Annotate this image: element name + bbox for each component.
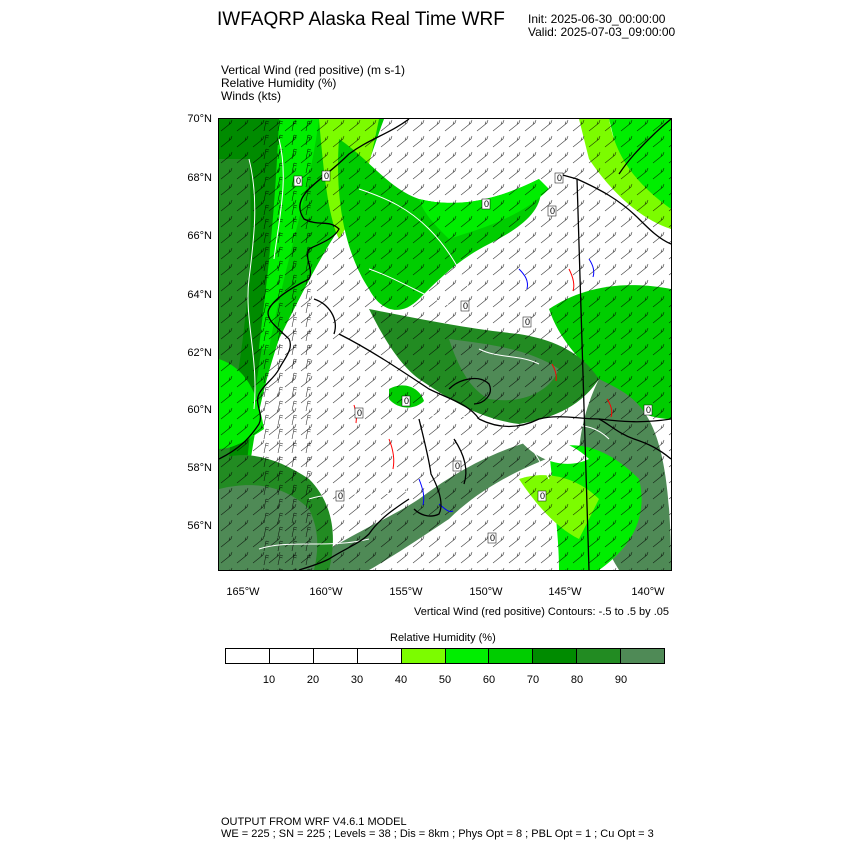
legend-tick: 20 [306,674,320,686]
field-labels [221,64,405,103]
lon-label: 155°W [389,586,423,598]
footer-config: WE = 225 ; SN = 225 ; Levels = 38 ; Dis = 8km ; Phys Opt = 8 ; PBL Opt = 1 ; Cu Opt = 3 [221,828,654,840]
svg-text:0: 0 [525,317,531,327]
zero-label [355,408,363,418]
legend-swatch [533,649,577,663]
legend-swatch [621,649,664,663]
svg-text:0: 0 [557,173,563,183]
lat-label: 62°N [187,347,212,359]
lat-label: 64°N [187,289,212,301]
svg-text:0: 0 [296,176,302,186]
zero-label [555,173,563,183]
legend-swatch [358,649,402,663]
svg-text:0: 0 [484,199,490,209]
legend-tick: 60 [482,674,496,686]
map-panel [218,118,672,571]
lon-label: 145°W [548,586,582,598]
svg-text:0: 0 [490,533,496,543]
zero-label [453,461,461,471]
init-time: Init: 2025-06-30_00:00:00 [528,12,666,26]
legend-swatch [402,649,446,663]
svg-text:0: 0 [404,396,410,406]
field-label-relative-humidity: Relative Humidity (%) [221,76,337,90]
contour-note: Vertical Wind (red positive) Contours: -.5 to .5 by .05 [414,606,669,618]
zero-label [482,199,490,209]
zero-label [644,405,652,415]
lat-label: 56°N [187,520,212,532]
zero-label [294,176,302,186]
legend-tick: 80 [570,674,584,686]
svg-text:0: 0 [463,301,469,311]
legend-tick: 10 [262,674,276,686]
footer-model: OUTPUT FROM WRF V4.6.1 MODEL [221,816,407,828]
zero-label [523,317,531,327]
lon-label: 165°W [226,586,260,598]
wind-barbs [219,119,671,570]
init-valid-block [528,13,675,39]
lat-label: 66°N [187,230,212,242]
legend-swatch [577,649,621,663]
zero-label [461,301,469,311]
svg-text:0: 0 [455,461,461,471]
legend-title: Relative Humidity (%) [390,632,496,644]
valid-time: Valid: 2025-07-03_09:00:00 [528,25,676,39]
lon-label: 150°W [469,586,503,598]
plot-title: IWFAQRP Alaska Real Time WRF [217,9,505,30]
zero-label [402,396,410,406]
field-label-winds: Winds (kts) [221,89,281,103]
zero-label [336,491,344,501]
lat-label: 68°N [187,172,212,184]
legend-tick: 70 [526,674,540,686]
svg-text:0: 0 [357,408,363,418]
legend-tick: 50 [438,674,452,686]
svg-text:0: 0 [550,206,556,216]
field-label-vertical-wind: Vertical Wind (red positive) (m s-1) [221,63,406,77]
legend-tick: 40 [394,674,408,686]
lat-label: 70°N [187,113,212,125]
lat-label: 58°N [187,462,212,474]
legend-swatch [314,649,358,663]
zero-label [538,491,546,501]
map-svg [219,119,671,570]
svg-text:0: 0 [324,171,330,181]
zero-label [488,533,496,543]
legend-swatch [270,649,314,663]
legend-swatch [446,649,490,663]
legend-swatch [489,649,533,663]
legend-tick: 90 [614,674,628,686]
lon-label: 140°W [631,586,665,598]
svg-text:0: 0 [338,491,344,501]
legend-tick: 30 [350,674,364,686]
zero-label [548,206,556,216]
svg-text:0: 0 [646,405,652,415]
lon-label: 160°W [309,586,343,598]
legend-swatch [226,649,270,663]
zero-label [322,171,330,181]
footer [221,816,654,840]
svg-text:0: 0 [540,491,546,501]
lat-label: 60°N [187,404,212,416]
legend-colorbar [225,648,665,664]
